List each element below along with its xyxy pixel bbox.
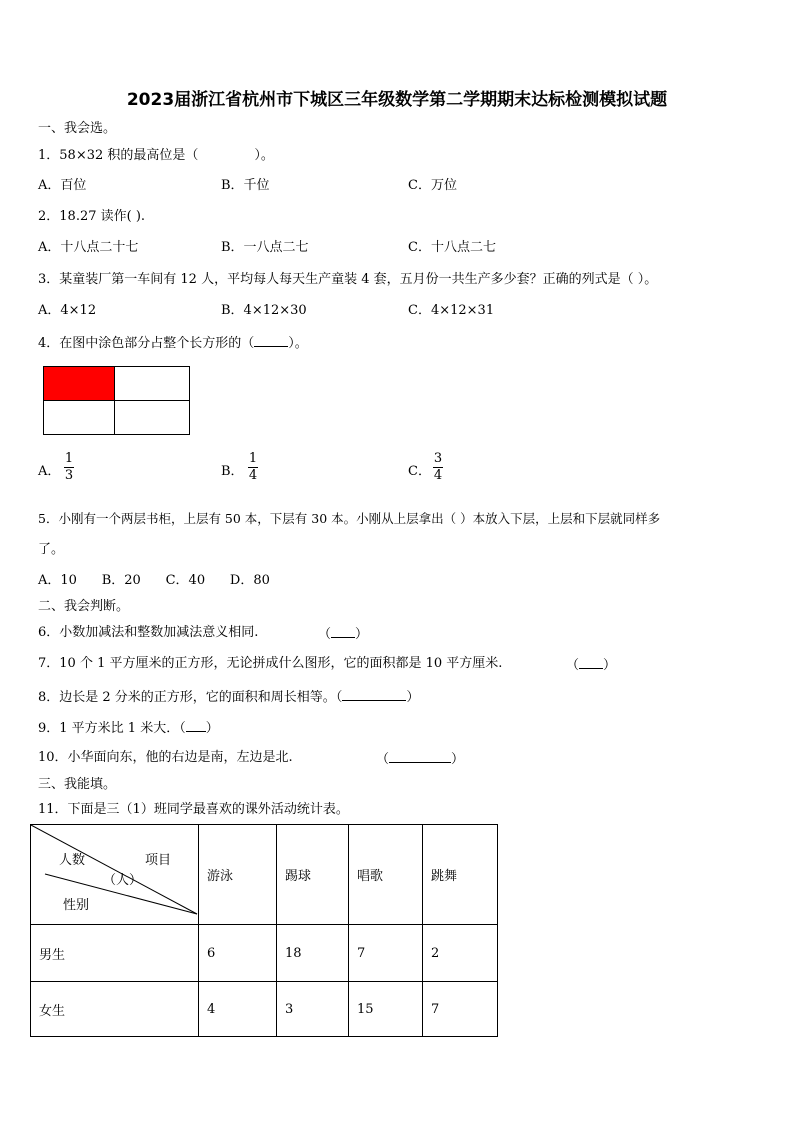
- question-1: [38, 148, 274, 164]
- option-b-label: B．: [221, 464, 244, 479]
- question-5-options: A．10 B．20 C．40 D．80: [38, 573, 270, 588]
- option-a: A．十八点二十七: [38, 240, 139, 255]
- question-11: 11．下面是三（1）班同学最喜欢的课外活动统计表。: [38, 802, 349, 817]
- table-cell: 3: [277, 982, 349, 1037]
- fraction-c: [433, 452, 443, 483]
- option-c-label: C．: [408, 464, 431, 479]
- option-c: C．十八点二七: [408, 240, 496, 255]
- question-8-stem: 8．边长是 2 分米的正方形，它的面积和周长相等。: [38, 690, 336, 705]
- question-10: 10．小华面向东，他的右边是南，左边是北.: [38, 750, 293, 765]
- page-title: 2023届浙江省杭州市下城区三年级数学第二学期期末达标检测模拟试题: [126, 90, 668, 110]
- shaded-cell: [44, 367, 115, 401]
- fraction-denominator: 3: [64, 468, 74, 483]
- answer-blank: [254, 334, 288, 347]
- table-cell: 7: [349, 925, 423, 982]
- question-6: 6．小数加减法和整数加减法意义相同.: [38, 625, 259, 640]
- row-label: 女生: [31, 982, 199, 1037]
- table-cell: 4: [199, 982, 277, 1037]
- question-1-stem-end: ）。: [254, 148, 274, 163]
- fraction-denominator: 4: [433, 468, 443, 483]
- fraction-denominator: 4: [248, 468, 258, 483]
- question-3: 3．某童装厂第一车间有 12 人，平均每人每天生产童装 4 套，五月份一共生产多少套？正确的列式是（ ）。: [38, 272, 658, 287]
- column-header: 游泳: [199, 825, 277, 925]
- option-a-label: A．: [38, 464, 61, 479]
- corner-label-item: 项目: [145, 853, 172, 868]
- answer-bracket: （ ）: [376, 752, 465, 767]
- table-row: [31, 982, 498, 1037]
- row-label: 男生: [31, 925, 199, 982]
- section-heading-2: 二、我会判断。: [38, 599, 130, 614]
- option-a: A．百位: [38, 178, 87, 193]
- option-c: C．万位: [408, 178, 457, 193]
- table-row: [31, 925, 498, 982]
- option-b: B．一八点二七: [221, 240, 309, 255]
- question-7: 7．10 个 1 平方厘米的正方形，无论拼成什么图形，它的面积都是 10 平方厘米.: [38, 656, 503, 671]
- corner-label-gender: 性别: [63, 898, 90, 913]
- table-header-row: [31, 825, 498, 925]
- option-a: A．4×12: [38, 303, 97, 318]
- answer-bracket: （ ）: [318, 627, 369, 642]
- question-4-stem: 4．在图中涂色部分占整个长方形的（: [38, 336, 255, 351]
- option-b: B．千位: [221, 178, 270, 193]
- table-cell: 7: [423, 982, 498, 1037]
- table-cell: 18: [277, 925, 349, 982]
- table-corner-cell: [31, 825, 199, 925]
- column-header: 跳舞: [423, 825, 498, 925]
- question-9: 9．1 平方米比 1 米大．（ ）: [38, 721, 219, 736]
- fraction-numerator: 3: [433, 451, 443, 466]
- column-header: 踢球: [277, 825, 349, 925]
- fraction-numerator: 1: [248, 451, 258, 466]
- table-cell: 15: [349, 982, 423, 1037]
- question-4: [38, 334, 308, 352]
- fraction-a: [64, 452, 74, 483]
- answer-bracket: （ ）: [566, 658, 617, 673]
- rectangle-figure: [42, 365, 192, 437]
- question-9-stem: 9．1 平方米比 1 米大．: [38, 721, 180, 736]
- table-cell: 2: [423, 925, 498, 982]
- column-header: 唱歌: [349, 825, 423, 925]
- question-4-stem-end: ）。: [288, 336, 308, 351]
- question-5-line-1: 5．小刚有一个两层书柜，上层有 50 本，下层有 30 本。小刚从上层拿出（ ）本放入下层，上层和下层就同样多: [38, 511, 661, 526]
- corner-label-people: 人数: [59, 853, 86, 868]
- fraction-b: [248, 452, 258, 483]
- question-1-stem: 1．58×32 积的最高位是（: [38, 148, 199, 163]
- section-heading-1: 一、我会选。: [38, 121, 117, 136]
- question-2: 2．18.27 读作( ).: [38, 209, 146, 224]
- table-cell: 6: [199, 925, 277, 982]
- option-b: B．4×12×30: [221, 303, 307, 318]
- statistics-table: [30, 824, 498, 1037]
- section-heading-3: 三、我能填。: [38, 777, 117, 792]
- question-8: 8．边长是 2 分米的正方形，它的面积和周长相等。（ ）: [38, 690, 420, 705]
- question-5-line-2: 了。: [38, 542, 65, 557]
- corner-label-unit: （人）: [103, 873, 143, 888]
- fraction-numerator: 1: [64, 451, 74, 466]
- option-c: C．4×12×31: [408, 303, 495, 318]
